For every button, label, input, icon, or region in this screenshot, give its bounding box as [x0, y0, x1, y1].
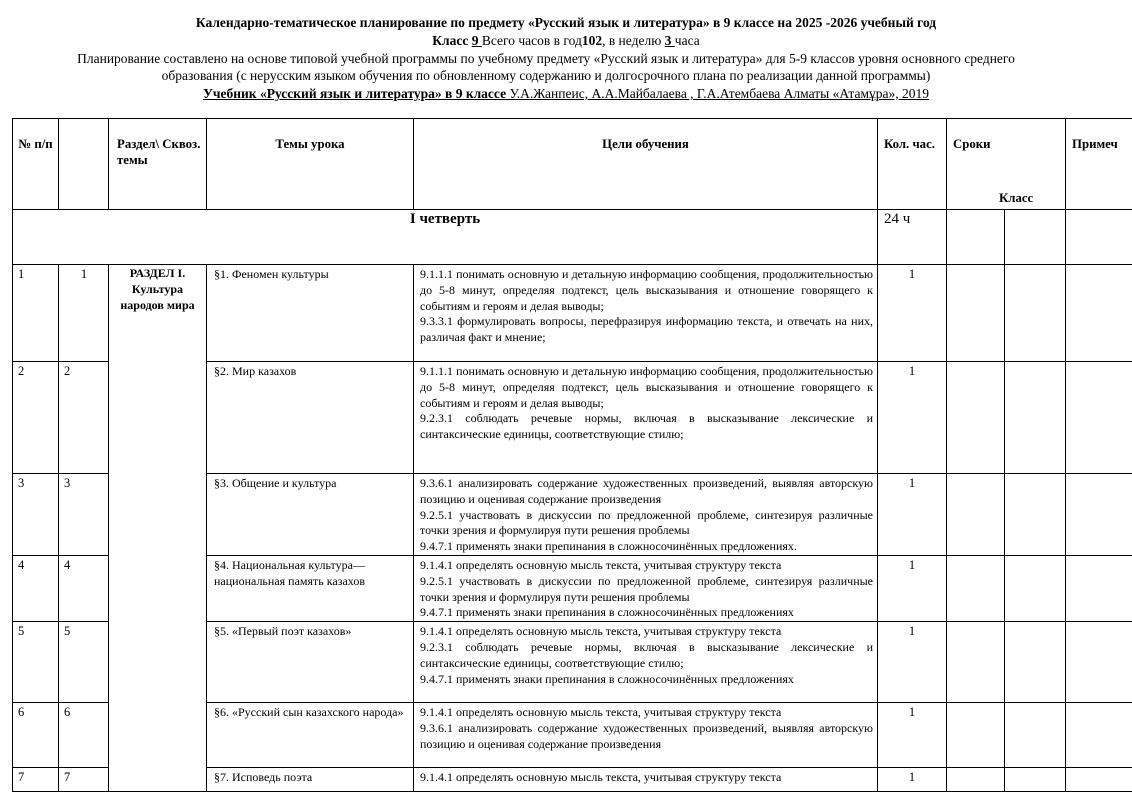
row-number-through: 3	[59, 474, 109, 556]
lesson-hours: 1	[878, 474, 947, 556]
notes-cell	[1066, 555, 1132, 621]
row-number: 3	[13, 474, 59, 556]
date-cell	[947, 622, 1005, 703]
lesson-goals	[414, 768, 878, 792]
goal-item: 9.1.1.1 понимать основную и детальную информацию сообщения, продолжительностью до 5-8 минут, определяя подтекст, цель высказывания и отношение говорящего к событиям и героям и делая выводы;	[420, 267, 873, 313]
lesson-hours: 1	[878, 622, 947, 703]
textbook-label: Учебник «Русский язык и литература» в 9 классе	[202, 86, 507, 101]
quarter-hours: 24 ч	[878, 210, 947, 265]
goal-item: 9.1.4.1 определять основную мысль текста, учитывая структуру текста	[420, 770, 782, 785]
lesson-topic: §6. «Русский сын казахского народа»	[207, 703, 414, 768]
date-cell	[1005, 265, 1066, 362]
lesson-topic: §2. Мир казахов	[207, 362, 414, 474]
col-header-topics: Темы урока	[207, 119, 414, 210]
row-number-through: 1	[59, 265, 109, 362]
goal-item: 9.3.6.1 анализировать содержание художественных произведений, выявляя авторскую позицию и оценивая содержание произведения	[420, 476, 873, 506]
date-cell	[947, 474, 1005, 556]
date-cell	[1005, 622, 1066, 703]
basis-line-2: образования (с нерусским языком обучения по обновленному содержанию и долгосрочного плана по реализации данной программы)	[161, 68, 931, 83]
section-cell: РАЗДЕЛ I. Культура народов мира	[109, 265, 207, 792]
basis-line-1: Планирование составлено на основе типовой учебной программы по учебному предмету «Русский язык и литература» для 5-9 классов уровня основного среднего	[77, 51, 1015, 66]
goal-item: 9.2.3.1 соблюдать речевые нормы, включая в высказывание лексические и синтаксические единицы, соответствующие стилю;	[420, 411, 873, 442]
date-cell	[1005, 768, 1066, 792]
notes-cell	[1066, 265, 1132, 362]
col-header-number: № п/п	[13, 119, 59, 210]
col-header-notes: Примеч	[1066, 119, 1132, 210]
row-number: 2	[13, 362, 59, 474]
goal-item: 9.1.4.1 определять основную мысль текста, учитывая структуру текста	[420, 557, 782, 572]
date-cell	[947, 210, 1005, 265]
date-cell	[947, 362, 1005, 474]
date-cell	[1005, 362, 1066, 474]
row-number: 5	[13, 622, 59, 703]
planning-table	[12, 118, 1132, 792]
col-header-section: Раздел\ Сквоз. темы	[109, 119, 207, 210]
notes-cell	[1066, 622, 1132, 703]
hours-week-label: , в неделю	[602, 33, 665, 48]
row-number-through: 7	[59, 768, 109, 792]
goal-item: 9.1.1.1 понимать основную и детальную информацию сообщения, продолжительностью до 5-8 минут, определяя подтекст, цель высказывания и отношение говорящего к событиям и героям и делая выводы;	[420, 364, 873, 410]
col-header-hours: Кол. час.	[878, 119, 947, 210]
hours-week-suffix: часа	[674, 33, 700, 48]
lesson-goals	[414, 265, 878, 362]
lesson-hours: 1	[878, 362, 947, 474]
lesson-topic: §5. «Первый поэт казахов»	[207, 622, 414, 703]
textbook-line	[0, 86, 1132, 102]
table-header-row	[13, 119, 1132, 210]
row-number: 7	[13, 768, 59, 792]
lesson-topic: §7. Исповедь поэта	[207, 768, 414, 792]
class-value: 9	[471, 33, 482, 48]
lesson-topic: §4. Национальная культура— национальная память казахов	[207, 555, 414, 621]
date-cell	[947, 768, 1005, 792]
notes-cell	[1066, 362, 1132, 474]
row-number-through: 4	[59, 555, 109, 621]
lesson-hours: 1	[878, 703, 947, 768]
goal-item: 9.3.6.1 анализировать содержание художественных произведений, выявляя авторскую позицию и оценивая содержание произведения	[420, 720, 873, 751]
col-header-number-2	[59, 119, 109, 210]
lesson-goals	[414, 555, 878, 621]
table-row	[13, 265, 1132, 362]
row-number-through: 6	[59, 703, 109, 768]
notes-cell	[1066, 703, 1132, 768]
class-label: Класс	[432, 33, 472, 48]
goal-item: 9.3.3.1 формулировать вопросы, перефразируя информацию текста, и отвечать на них, различая факт и мнение;	[420, 314, 873, 345]
goal-item: 9.2.3.1 соблюдать речевые нормы, включая в высказывание лексические и синтаксические единицы, соответствующие стилю;	[420, 639, 873, 670]
row-number-through: 2	[59, 362, 109, 474]
date-cell	[1005, 474, 1066, 556]
lesson-goals	[414, 474, 878, 556]
hours-year-value: 102	[581, 33, 603, 48]
date-cell	[947, 703, 1005, 768]
goal-item: 9.1.4.1 определять основную мысль текста, учитывая структуру текста	[420, 705, 782, 720]
document-title: Календарно-тематическое планирование по предмету «Русский язык и литература» в 9 классе на 2025 -2026 учебный год	[195, 15, 937, 30]
notes-cell	[1066, 768, 1132, 792]
notes-cell	[1066, 474, 1132, 556]
row-number: 1	[13, 265, 59, 362]
hours-year-label: Всего часов в год	[481, 33, 582, 48]
goal-item: 9.4.7.1 применять знаки препинания в сложносочинённых предложениях	[420, 605, 794, 620]
date-cell	[1005, 555, 1066, 621]
class-hours-line	[0, 33, 1132, 49]
notes-cell	[1066, 210, 1132, 265]
col-header-dates	[947, 119, 1066, 210]
lesson-topic: §3. Общение и культура	[207, 474, 414, 556]
goal-item: 9.1.4.1 определять основную мысль текста, учитывая структуру текста	[420, 624, 782, 639]
row-number: 4	[13, 555, 59, 621]
row-number: 6	[13, 703, 59, 768]
date-cell	[1005, 703, 1066, 768]
row-number-through: 5	[59, 622, 109, 703]
lesson-goals	[414, 703, 878, 768]
date-cell	[1005, 210, 1066, 265]
date-cell	[947, 555, 1005, 621]
goal-item: 9.2.5.1 участвовать в дискуссии по предложенной проблеме, синтезируя различные точки зрения и формулируя пути решения проблемы	[420, 573, 873, 604]
dates-class-label: Класс	[999, 191, 1034, 205]
lesson-hours: 1	[878, 768, 947, 792]
col-header-goals: Цели обучения	[414, 119, 878, 210]
quarter-row	[13, 210, 1132, 265]
goal-item: 9.2.5.1 участвовать в дискуссии по предложенной проблеме, синтезируя различные точки зрения и формулируя пути решения проблемы	[420, 507, 873, 538]
textbook-authors: У.А.Жанпеис, А.А.Майбалаева , Г.А.Атембаева Алматы «Атамұра», 2019	[506, 86, 929, 101]
lesson-goals	[414, 622, 878, 703]
lesson-hours: 1	[878, 265, 947, 362]
date-cell	[947, 265, 1005, 362]
lesson-topic: §1. Феномен культуры	[207, 265, 414, 362]
goal-item: 9.4.7.1 применять знаки препинания в сложносочинённых предложениях.	[420, 539, 797, 554]
goal-item: 9.4.7.1 применять знаки препинания в сложносочинённых предложениях	[420, 671, 794, 686]
lesson-goals	[414, 362, 878, 474]
lesson-hours: 1	[878, 555, 947, 621]
hours-week-value: 3	[664, 33, 675, 48]
dates-label: Сроки	[953, 137, 991, 151]
quarter-label: I четверть	[13, 210, 878, 265]
